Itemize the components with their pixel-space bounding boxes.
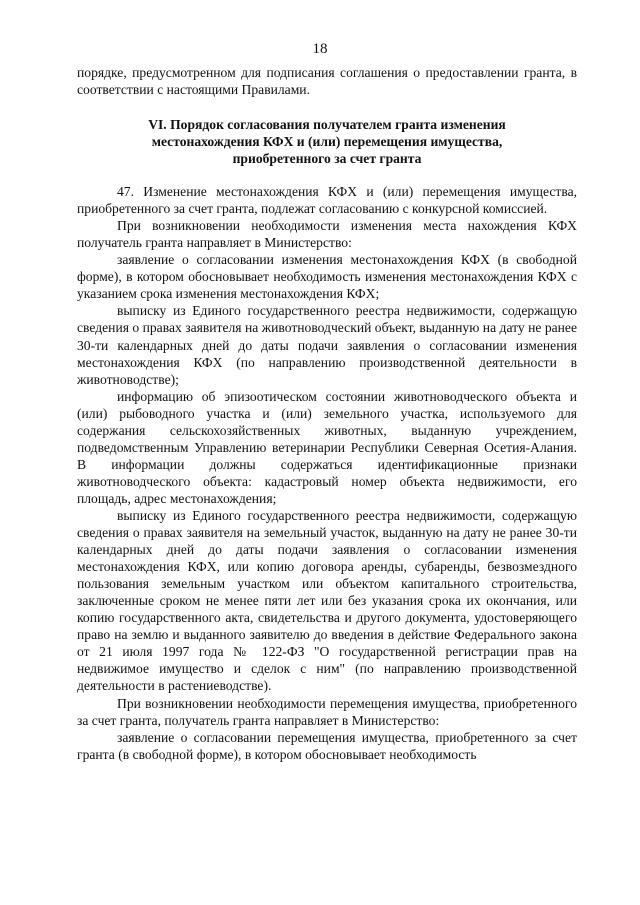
paragraph-registry-extract-land: выписку из Единого государственного реестра недвижимости, содержащую сведения о правах заявителя на земельный участок, выданную на дату не ранее 30-ти календарных дней до даты подачи заявления о согласовании изменения местонахождения КФХ, или копию договора аренды, субаренды, безвозмездного пользования земельным участком или объектом капитального строительства, заключенные сроком не менее пяти лет или без указания срока их окончания, или копию государственного акта, свидетельства и другого документа, удостоверяющего право на землю и выданного заявителю до введения в действие Федерального закона от 21 июля 1997 года № 122-ФЗ "О государственной регистрации прав на недвижимое имущество и сделок с ним" (по направлению производственной деятельности в растениеводстве).: [77, 507, 577, 694]
page-number: 18: [312, 41, 328, 57]
paragraph-epizootic-info: информацию об эпизоотическом состоянии животноводческого объекта и (или) рыбоводного участка и (или) земельного участка, используемого для содержания сельскохозяйственных животных, выданную учреждением, подведомственным Управлению ветеринарии Республики Северная Осетия-Алания. В информации должны содержаться идентификационные признаки животноводческого объекта: кадастровый номер объекта недвижимости, его площадь, адрес местонахождения;: [77, 388, 577, 506]
heading-line-1: VI. Порядок согласования получателем гранта изменения: [148, 117, 506, 133]
intro-paragraph: порядке, предусмотренном для подписания соглашения о предоставлении гранта, в соответствии с настоящими Правилами.: [77, 65, 577, 98]
paragraph-property-relocation: При возникновении необходимости перемещения имущества, приобретенного за счет гранта, получатель гранта направляет в Министерство:: [77, 695, 577, 728]
section-heading: [77, 116, 577, 167]
heading-line-2: местонахождения КФХ и (или) перемещения имущества,: [151, 134, 503, 150]
paragraph-relocation-application: заявление о согласовании перемещения имущества, приобретенного за счет гранта (в свободной форме), в котором обосновывает необходимость: [77, 729, 577, 762]
paragraph-registry-extract-livestock: выписку из Единого государственного реестра недвижимости, содержащую сведения о правах заявителя на животноводческий объект, выданную на дату не ранее 30-ти календарных дней до даты подачи заявления о согласовании изменения местонахождения КФХ (по направлению производственной деятельности в животноводстве);: [77, 303, 577, 387]
document-body: [77, 64, 577, 763]
paragraph-location-change: При возникновении необходимости изменения места нахождения КФХ получатель гранта направляет в Министерство:: [77, 218, 577, 251]
paragraph-application: заявление о согласовании изменения местонахождения КФХ (в свободной форме), в котором обосновывает необходимость изменения местонахождения КФХ с указанием срока изменения местонахождения КФХ;: [77, 252, 577, 302]
heading-line-3: приобретенного за счет гранта: [232, 151, 422, 167]
paragraph-47: 47. Изменение местонахождения КФХ и (или) перемещения имущества, приобретенного за счет гранта, подлежат согласованию с конкурсной комиссией.: [77, 184, 577, 217]
